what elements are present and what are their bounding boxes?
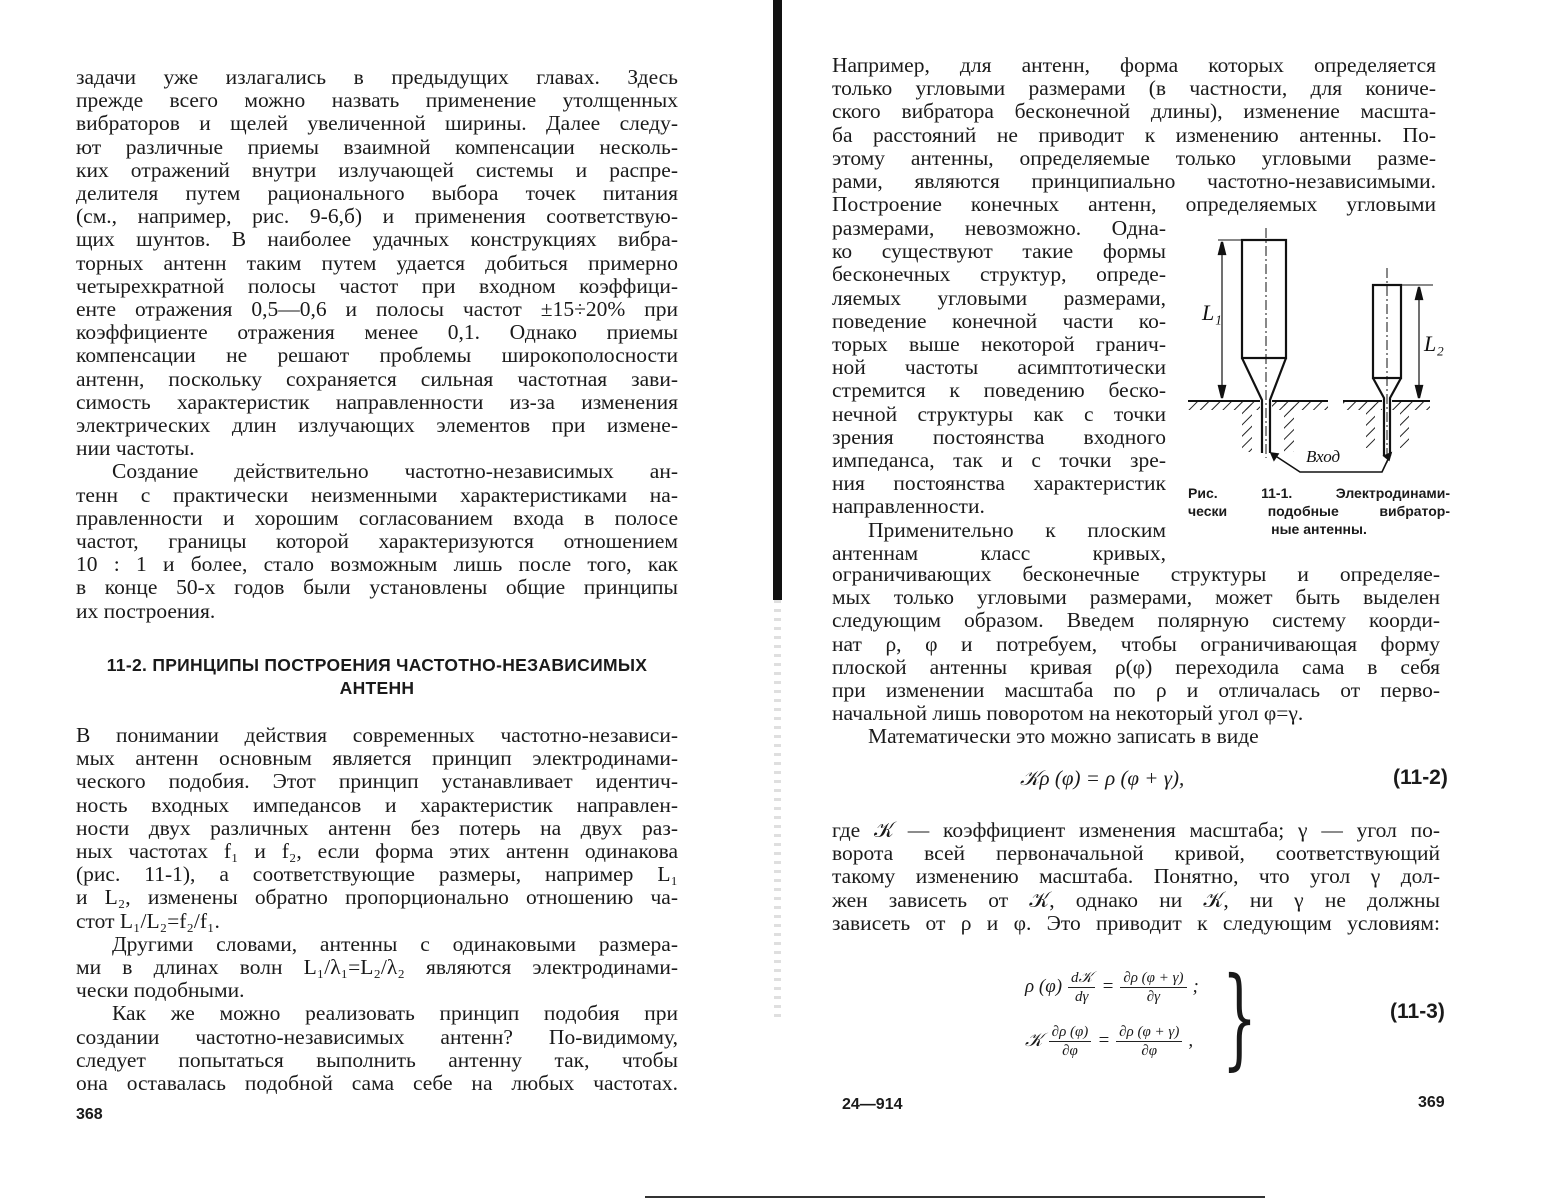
eq-numerator: d𝒦 [1068, 969, 1095, 988]
right-after-equation-paragraph [832, 819, 1440, 935]
eq-numerator: ∂ρ (φ) [1049, 1023, 1092, 1042]
text-line: электрических длин излучающих элементов при измене- [76, 413, 678, 438]
text-line: задачи уже излагались в предыдущих главах. Здесь [76, 65, 678, 89]
text-line: размерами, невозможно. Одна- [832, 216, 1166, 240]
text-line: и L₂, изменены обратно пропорционально отношению ча- [76, 885, 678, 910]
text-line: следующим образом. Введем полярную систему коорди- [832, 608, 1440, 633]
label-l2: L₂ [1424, 331, 1444, 356]
text-line: при изменении масштаба по ρ и отличалась от перво- [832, 678, 1440, 703]
text-line: стремится к поведению беско- [832, 378, 1166, 403]
caption-line: Рис. 11-1. Электродинами- [1188, 485, 1450, 501]
text-line: зависеть от ρ и φ. Это приводит к следующим условиям: [832, 910, 1440, 935]
printer-signature: 24—914 [842, 1096, 903, 1113]
text-line: правленности и хорошим согласованием входа в полосе [76, 505, 678, 530]
text-line: ляемых угловыми размерами, [832, 285, 1166, 310]
text-line: ных частотах f₁ и f₂, если форма этих антенн одинакова [76, 839, 678, 864]
text-line: симость характеристик направленности из-за изменения [76, 389, 678, 414]
caption-line: ные антенны. [1271, 521, 1367, 537]
text-line: вибраторов и щелей увеличенной ширины. Далее следу- [76, 111, 678, 136]
text-line: рами, являются принципиально частотно-независимыми. [832, 169, 1436, 194]
text-line: где 𝒦 — коэффициент изменения масштаба; γ — угол по- [832, 818, 1440, 842]
text-line: прежде всего можно назвать применение утолщенных [76, 88, 678, 113]
text-line: Как же можно реализовать принцип подобия при [112, 1001, 678, 1026]
text-line: антенн, поскольку сохраняется сильная частотная зави- [76, 366, 678, 391]
figure-caption [1188, 484, 1450, 538]
text-line: направленности. [832, 494, 985, 519]
text-line: ной частоты асимптотически [832, 355, 1166, 380]
text-line: в конце 50-х годов были установлены общие принципы [76, 575, 678, 600]
text-line: Например, для антенн, форма которых определяется [832, 53, 1436, 77]
section-heading [76, 654, 678, 700]
eq-fraction [1068, 969, 1095, 1006]
eq-equals: = [1101, 976, 1115, 997]
text-line: нечной структуры как с точки [832, 401, 1166, 426]
text-line: бесконечных структур, опреде- [832, 262, 1166, 287]
eq-denominator: ∂γ [1146, 988, 1161, 1005]
eq-equals: = [1097, 1030, 1111, 1051]
text-line: Математически это можно записать в виде [868, 724, 1259, 749]
text-line: компенсации не решают проблемы широкополосности [76, 343, 678, 368]
heading-line: АНТЕНН [339, 678, 415, 698]
text-line: стот L₁/L₂=f₂/f₁. [76, 908, 220, 933]
text-line: 10 : 1 и более, стало возможным лишь после того, как [76, 552, 678, 577]
text-line: создании частотно-независимых антенн? По-видимому, [76, 1024, 678, 1049]
left-page [0, 0, 770, 1200]
text-line: торых выше некоторой гранич- [832, 332, 1166, 357]
text-line: начальной лишь поворотом на некоторый угол φ=γ. [832, 701, 1304, 726]
equation-11-3-number: (11-3) [1390, 1000, 1445, 1023]
eq-fraction [1120, 969, 1186, 1006]
eq-numerator: ∂ρ (φ + γ) [1116, 1023, 1182, 1042]
page-number-right: 369 [1418, 1094, 1445, 1111]
text-line: жен зависеть от 𝒦, однако ни 𝒦, ни γ не должны [832, 887, 1440, 912]
text-line: ния постоянства характеристик [832, 471, 1166, 496]
book-gutter-shadow [773, 0, 782, 600]
right-brace-icon: } [1222, 953, 1257, 1081]
text-line: ми в длинах волн L₁/λ₁=L₂/λ₂ являются электродинами- [76, 955, 678, 980]
text-line: ворота всей первоначальной кривой, соответствующий [832, 841, 1440, 866]
text-line: тенн с практически неизменными характеристиками на- [76, 482, 678, 507]
text-line: зрения постоянства входного [832, 424, 1166, 449]
right-narrow-paragraph [832, 217, 1166, 565]
text-line: ких отражений внутри излучающей системы и распре- [76, 157, 678, 182]
left-paragraph-3 [76, 724, 678, 1095]
right-paragraph-1 [832, 54, 1436, 216]
text-line: плоской антенны кривая ρ(φ) переходила сама в себя [832, 654, 1440, 679]
label-l1: L₁ [1202, 300, 1222, 325]
eq-fraction [1049, 1023, 1092, 1060]
text-line: ко существуют такие формы [832, 239, 1166, 264]
figure-11-1-antennas [1178, 228, 1450, 478]
text-line: торных антенн таким путем удается добиться примерно [76, 250, 678, 275]
scan-edge-line [645, 1196, 1265, 1198]
eq-punct: ; [1192, 976, 1199, 997]
eq-fraction [1116, 1023, 1182, 1060]
text-line: она оставалась подобной сама себе на любых частотах. [76, 1071, 678, 1096]
text-line: ют различные приемы взаимной компенсации несколь- [76, 134, 678, 159]
text-line: делителя путем рационального выбора точек питания [76, 181, 678, 206]
text-line: енте отражения 0,5—0,6 и полосы частот ±15÷20% при [76, 297, 678, 322]
text-line: мых антенн основным является принцип электродинами- [76, 746, 678, 771]
text-line: такому изменению масштаба. Понятно, что угол γ дол- [832, 864, 1440, 889]
text-line: нат ρ, φ и потребуем, чтобы ограничивающая форму [832, 631, 1440, 656]
label-input: Вход [1306, 447, 1341, 466]
text-line: импеданса, так и с точки зре- [832, 448, 1166, 473]
text-line: Создание действительно частотно-независимых ан- [112, 459, 678, 484]
text-line: Построение конечных антенн, определяемых угловыми [832, 192, 1436, 217]
text-line: мых только угловыми размерами, может быть выделен [832, 585, 1440, 610]
text-line: поведение конечной части ко- [832, 308, 1166, 333]
text-line: В понимании действия современных частотно-независи- [76, 723, 678, 747]
text-line: ба расстояний не приводит к изменению антенны. По- [832, 122, 1436, 147]
text-line: Применительно к плоским [868, 517, 1166, 542]
eq-denominator: ∂φ [1141, 1042, 1158, 1059]
text-line: их построения. [76, 598, 216, 623]
right-wide-paragraph [832, 563, 1440, 749]
ground-planes [1188, 401, 1430, 452]
equation-11-3-row-1 [1025, 960, 1199, 1014]
text-line: ческого подобия. Этот принцип устанавливает идентич- [76, 769, 678, 794]
text-line: этому антенны, определяемые только угловыми разме- [832, 145, 1436, 170]
book-gutter-fade [774, 600, 781, 1020]
text-line: коэффициенте отражения менее 0,1. Однако приемы [76, 320, 678, 345]
eq-denominator: dγ [1075, 988, 1089, 1005]
eq-numerator: ∂ρ (φ + γ) [1120, 969, 1186, 988]
text-line: антеннам класс кривых, [832, 540, 1166, 565]
eq-term: ρ (φ) [1025, 976, 1063, 997]
text-line: следует попытаться выполнить антенну так, чтобы [76, 1047, 678, 1072]
text-line: нии частоты. [76, 436, 195, 461]
text-line: чески подобными. [76, 978, 245, 1003]
left-paragraph-1 [76, 66, 678, 623]
text-line: частот, границы которой характеризуются отношением [76, 529, 678, 554]
heading-line: 11-2. ПРИНЦИПЫ ПОСТРОЕНИЯ ЧАСТОТНО-НЕЗАВИСИМЫХ [106, 655, 648, 675]
equation-11-3-row-2 [1025, 1014, 1199, 1068]
text-line: (рис. 11-1), а соответствующие размеры, например L₁ [76, 862, 678, 887]
eq-denominator: ∂φ [1062, 1042, 1078, 1059]
text-line: четырехкратной полосы частот при входном коэффици- [76, 273, 678, 298]
text-line: ности двух различных антенн без потерь на двух раз- [76, 815, 678, 840]
equation-11-2: 𝒦ρ (φ) = ρ (φ + γ), [1020, 766, 1185, 790]
caption-line: чески подобные вибратор- [1188, 503, 1450, 519]
text-line: ность входных импедансов и характеристик направлен- [76, 792, 678, 817]
text-line: (см., например, рис. 9-6,б) и применения соответствую- [76, 204, 678, 229]
equation-11-2-number: (11-2) [1393, 766, 1448, 789]
page-number-left: 368 [76, 1106, 103, 1123]
eq-punct: , [1188, 1030, 1194, 1051]
eq-term: 𝒦 [1025, 1030, 1043, 1051]
text-line: щих шунтов. В наиболее удачных конструкциях вибра- [76, 227, 678, 252]
text-line: Другими словами, антенны с одинаковыми размера- [112, 931, 678, 956]
text-line: ского вибратора бесконечной длины), изменение масшта- [832, 99, 1436, 124]
equation-11-3 [1025, 960, 1199, 1068]
text-line: только угловыми размерами (в частности, для кониче- [832, 76, 1436, 101]
text-line: ограничивающих бесконечные структуры и определяе- [832, 562, 1440, 586]
